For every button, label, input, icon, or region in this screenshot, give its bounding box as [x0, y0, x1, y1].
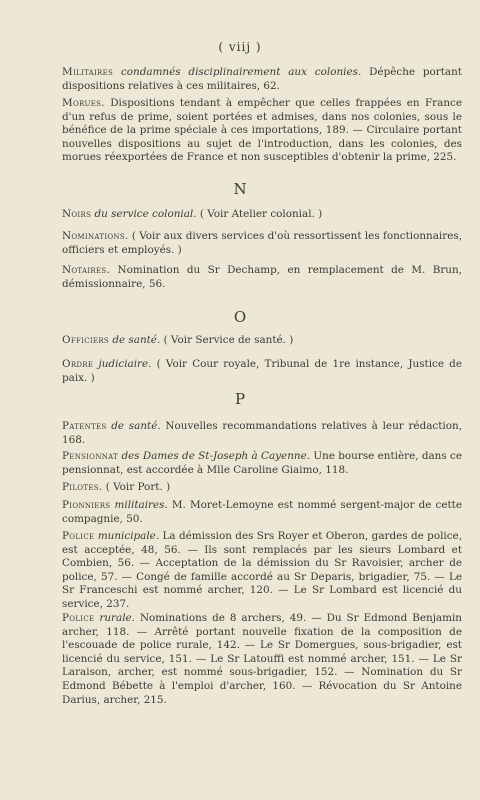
entry-head: Militaires [62, 66, 114, 78]
entry-head: Pionniers [62, 499, 111, 511]
entry-text: Nouvelles recommandations relatives à leur rédaction, 168. [62, 420, 462, 446]
entry-sub: condamnés disciplinairement aux colonies. [120, 66, 362, 78]
entry-text: Une bourse entière, dans ce pensionnat, est accordée à Mlle Caroline Giaimo, 118. [62, 450, 462, 476]
entry-text: Nominations de 8 archers, 49. — Du Sr Edmond Benjamin archer, 118. — Arrêté portant nouvelle fixation de la composition de l'escouade de police rurale, 142. — Le Sr Domergues, sous-brigadier, est licencié du service, 151. — Le Sr Latouffi est nommé archer, 151. — Le Sr Laraison, archer, est nommé sous-brigadier, 152. — Nomination du Sr Edmond Bébette à l'emploi d'archer, 160. — Révocation du Sr Antoine Darius, archer, 215. [62, 612, 462, 706]
index-entry-pionniers [62, 499, 462, 526]
entry-head: Police [62, 530, 95, 542]
section-letter-n: N [233, 180, 247, 198]
entry-sub: de santé. [112, 334, 161, 346]
index-entry-morues [62, 97, 462, 165]
entry-head: Morues. [62, 97, 105, 109]
entry-sub: de santé. [111, 420, 161, 432]
entry-text: Dispositions tendant à empêcher que celles frappées en France d'un refus de prime, soient portées et admises, dans nos colonies, sous le bénéfice de la prime spéciale à ces importations, 189. — Circulaire portant nouvelles dispositions au sujet de l'introduction, dans les colonies, des morues réexportées de France et non susceptibles d'obtenir la prime, 225. [62, 97, 462, 164]
entry-head: Patentes [62, 420, 107, 432]
index-entry-police-rurale [62, 612, 462, 707]
entry-sub: municipale. [97, 530, 160, 542]
entry-text: ( Voir aux divers services d'où ressortissent les fonctionnaires, officiers et employés. ) [62, 230, 462, 256]
index-entry-pilotes [62, 481, 462, 495]
entry-text: La démission des Srs Royer et Oberon, gardes de police, est acceptée, 48, 56. — Ils sont remplacés par les sieurs Lombard et Combien, 56. — Acceptation de la démission du Sr Ravoisier, archer de police, 57. — Congé de famille accordé au Sr Deparis, brigadier, 75. — Le Sr Franceschi est nommé archer, 120. — Le Sr Lombard est licencié du service, 237. [62, 530, 462, 610]
entry-text: Dépêche portant dispositions relatives à ces militaires, 62. [62, 66, 462, 92]
index-entry-nominations [62, 230, 462, 257]
index-entry-notaires [62, 264, 462, 291]
entry-text: ( Voir Atelier colonial. ) [199, 208, 323, 220]
entry-head: Noirs [62, 208, 92, 220]
entry-sub: des Dames de St-Joseph à Cayenne. [121, 450, 311, 462]
entry-text: M. Moret-Lemoyne est nommé sergent-major de cette compagnie, 50. [62, 499, 462, 525]
entry-sub: rurale. [99, 612, 135, 624]
index-entry-pensionnat [62, 450, 462, 477]
index-entry-noirs [62, 208, 462, 222]
entry-head: Pensionnat [62, 450, 119, 462]
index-entry-officiers [62, 334, 462, 348]
entry-text: Nomination du Sr Dechamp, en remplacement de M. Brun, démissionnaire, 56. [62, 264, 462, 290]
index-entry-ordre [62, 358, 462, 385]
entry-head: Police [62, 612, 95, 624]
entry-head: Ordre [62, 358, 94, 370]
index-entry-police-municipale [62, 530, 462, 612]
entry-head: Pilotes. [62, 481, 103, 493]
entry-text: ( Voir Cour royale, Tribunal de 1re instance, Justice de paix. ) [62, 358, 462, 384]
entry-sub: du service colonial. [94, 208, 197, 220]
entry-head: Officiers [62, 334, 109, 346]
section-letter-p: P [234, 390, 246, 408]
entry-sub: militaires. [114, 499, 168, 511]
entry-head: Nominations. [62, 230, 129, 242]
section-letter-o: O [233, 308, 247, 326]
entry-sub: judiciaire. [98, 358, 152, 370]
entry-head: Notaires. [62, 264, 111, 276]
entry-text: ( Voir Port. ) [105, 481, 171, 493]
index-entry-patentes [62, 420, 462, 447]
entry-text: ( Voir Service de santé. ) [163, 334, 294, 346]
index-entry-militaires [62, 66, 462, 93]
page-number: ( viij ) [218, 40, 262, 54]
